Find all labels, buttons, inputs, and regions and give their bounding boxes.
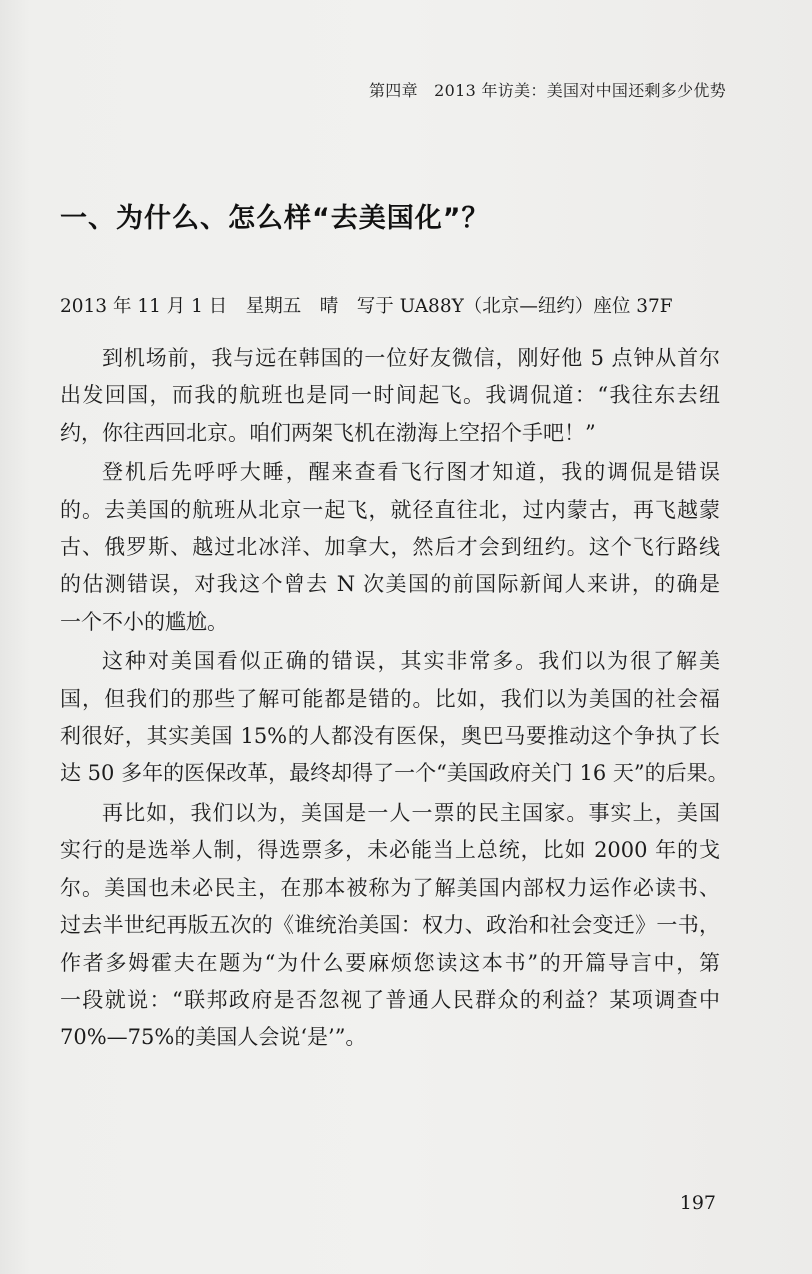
running-header: 第四章 2013 年访美：美国对中国还剩多少优势 — [368, 81, 726, 100]
text-line: 的。去美国的航班从北京一起飞，就径直往北，过内蒙古，再飞越蒙 — [60, 497, 720, 522]
paragraph — [60, 795, 720, 1057]
paragraph — [60, 340, 720, 452]
text-line: 一个不小的尴尬。 — [60, 609, 228, 634]
page-number: 197 — [679, 1192, 716, 1214]
text-line: 实行的是选举人制，得选票多，未必能当上总统，比如 2000 年的戈 — [60, 838, 720, 863]
text-line: 约，你往西回北京。咱们两架飞机在渤海上空招个手吧！” — [60, 420, 596, 445]
text-line: 到机场前，我与远在韩国的一位好友微信，刚好他 5 点钟从首尔 — [102, 346, 720, 370]
paragraph — [60, 454, 720, 641]
section-title: 一、为什么、怎么样“去美国化”？ — [60, 203, 490, 234]
text-line: 利很好，其实美国 15%的人都没有医保，奥巴马要推动这个争执了长 — [60, 724, 720, 749]
text-line: 尔。美国也未必民主，在那本被称为了解美国内部权力运作必读书、 — [60, 875, 720, 900]
text-line: 出发回国，而我的航班也是同一时间起飞。我调侃道：“我往东去纽 — [60, 383, 720, 408]
dateline: 2013 年 11 月 1 日 星期五 晴 写于 UA88Y（北京—纽约）座位 37F — [60, 296, 673, 317]
text-line: 国，但我们的那些了解可能都是错的。比如，我们以为美国的社会福 — [60, 686, 720, 711]
text-line: 过去半世纪再版五次的《谁统治美国：权力、政治和社会变迁》一书， — [60, 913, 720, 938]
text-line: 作者多姆霍夫在题为“为什么要麻烦您读这本书”的开篇导言中，第 — [60, 950, 720, 975]
text-line: 古、俄罗斯、越过北冰洋、加拿大，然后才会到纽约。这个飞行路线 — [60, 535, 720, 560]
text-line: 登机后先呼呼大睡，醒来查看飞行图才知道，我的调侃是错误 — [102, 460, 720, 485]
text-line: 达 50 多年的医保改革，最终却得了一个“美国政府关门 16 天”的后果。 — [60, 761, 729, 786]
paragraph — [60, 643, 729, 793]
body-text — [60, 340, 729, 1059]
text-line: 的估测错误，对我这个曾去 N 次美国的前国际新闻人来讲，的确是 — [60, 572, 720, 597]
text-line: 一段就说：“联邦政府是否忽视了普通人民群众的利益？某项调查中 — [60, 987, 720, 1012]
text-line: 70%—75%的美国人会说‘是’”。 — [60, 1025, 367, 1050]
text-line: 再比如，我们以为，美国是一人一票的民主国家。事实上，美国 — [102, 800, 720, 825]
text-line: 这种对美国看似正确的错误，其实非常多。我们以为很了解美 — [102, 649, 720, 674]
